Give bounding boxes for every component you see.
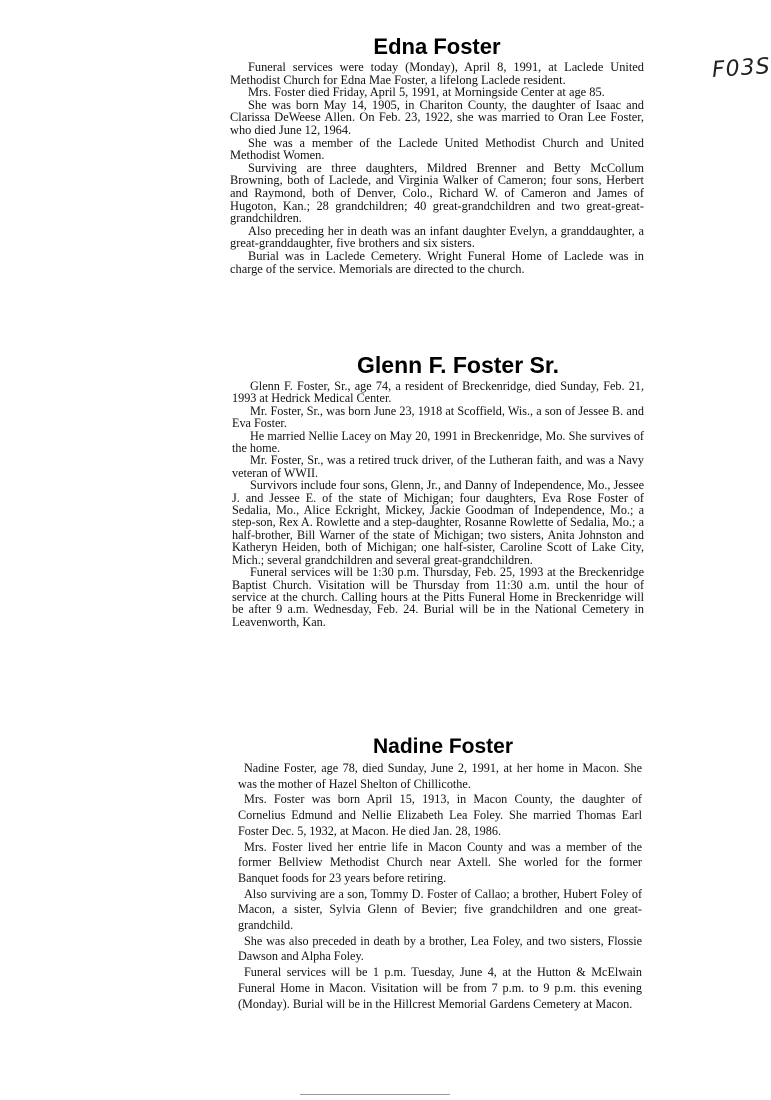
obituary-paragraph: Nadine Foster, age 78, died Sunday, June 2, 1991, at her home in Macon. She was the mother of Hazel Shelton of Chillicothe.: [238, 761, 642, 791]
obituary-paragraph: Also surviving are a son, Tommy D. Foster of Callao; a brother, Hubert Foley of Macon, a sister, Sylvia Glenn of Bevier; five grandchildren and one great-grandchild.: [238, 886, 642, 933]
obituary-paragraph: He married Nellie Lacey on May 20, 1991 in Breckenridge, Mo. She survives of the home.: [232, 428, 644, 456]
obituary-paragraph: Also preceding her in death was an infant daughter Evelyn, a granddaughter, a great-granddaughter, five brothers and six sisters.: [230, 223, 644, 251]
obituary-paragraph: She was a member of the Laclede United Methodist Church and United Methodist Women.: [230, 135, 644, 163]
obituary-paragraph: She was also preceded in death by a brother, Lea Foley, and two sisters, Flossie Dawson and Alpha Foley.: [238, 933, 642, 964]
obituary-paragraph: She was born May 14, 1905, in Chariton County, the daughter of Isaac and Clarissa DeWeese Allen. On Feb. 23, 1922, she was married to Oran Lee Foster, who died June 12, 1964.: [230, 97, 644, 137]
obituary-nadine-foster: [238, 733, 642, 1012]
obituary-paragraph: Funeral services will be 1:30 p.m. Thursday, Feb. 25, 1993 at the Breckenridge Baptist Church. Visitation will be Thursday from 11:30 a.m. until the hour of service at the church. Calling hours at the Pitts Funeral Home in Breckenridge will be after 9 a.m. Wednesday, Feb. 24. Burial will be in the National Cemetery in Leavenworth, Kan.: [232, 565, 644, 629]
obituary-paragraph: Funeral services will be 1 p.m. Tuesday, June 4, at the Hutton & McElwain Funeral Home in Macon. Visitation will be from 7 p.m. to 9 p.m. this evening (Monday). Burial will be in the Hillcrest Memorial Gardens Cemetery at Macon.: [238, 965, 642, 1011]
obituary-paragraph: Funeral services were today (Monday), April 8, 1991, at Laclede United Methodist Church for Edna Mae Foster, a lifelong Laclede resident.: [230, 60, 644, 87]
obituary-paragraph: Mrs. Foster lived her entrie life in Macon County and was a member of the former Bellview Methodist Church near Axtell. She worled for the former Banquet foods for 23 years before retiring.: [238, 839, 642, 885]
obituary-paragraph: Mr. Foster, Sr., was born June 23, 1918 at Scoffield, Wis., a son of Jessee B. and Eva Foster.: [232, 403, 644, 431]
obituary-glenn-foster-sr: [232, 350, 644, 628]
obituary-paragraph: Mr. Foster, Sr., was a retired truck driver, of the Lutheran faith, and was a Navy veteran of WWII.: [232, 453, 644, 480]
obituary-paragraph: Mrs. Foster died Friday, April 5, 1991, at Morningside Center at age 85.: [248, 85, 605, 100]
obituary-title: Nadine Foster: [372, 735, 514, 758]
handwritten-page-code: F03S: [711, 53, 771, 84]
obituary-paragraph: Glenn F. Foster, Sr., age 74, a resident of Breckenridge, died Sunday, Feb. 21, 1993 at Hedrick Medical Center.: [232, 379, 644, 406]
obituary-paragraph: Surviving are three daughters, Mildred Brenner and Betty McCollum Browning, both of Laclede, and Virginia Walker of Cameron; four sons, Herbert and Raymond, both of Denver, Colo., Richard W. of Cameron and James of Hugoton, Kan.; 28 grandchildren; 40 great-grandchildren and two great-great-grandchildren.: [230, 160, 644, 226]
obituary-title: Glenn F. Foster Sr.: [357, 352, 559, 378]
obituary-edna-foster: [230, 33, 644, 275]
page-bottom-rule: [300, 1094, 450, 1095]
obituary-paragraph: Mrs. Foster was born April 15, 1913, in Macon County, the daughter of Cornelius Edmund and Nellie Elizabeth Lea Foley. She married Thomas Earl Foster Dec. 5, 1932, at Macon. He died Jan. 28, 1986.: [238, 792, 642, 838]
obituary-title: Edna Foster: [373, 34, 501, 59]
obituary-paragraph: Survivors include four sons, Glenn, Jr., and Danny of Independence, Mo., Jessee J. and Jessee E. of the state of Michigan; four daughters, Eva Rose Foster of Sedalia, Mo., Alice Eckright, Mickey, Jackie Goodman of Independence, Mo.; a step-son, Rex A. Rowlette and a step-daughter, Rosanne Rowlette of Sedalia, Mo.; a half-brother, Bill Warner of the state of Michigan; two sisters, Anita Johnston and Katheryn Heiden, both of Michigan; one half-sister, Caroline Scott of Lake City, Mich.; several grandchildren and several great-grandchildren.: [232, 478, 644, 567]
obituary-paragraph: Burial was in Laclede Cemetery. Wright Funeral Home of Laclede was in charge of the service. Memorials are directed to the church.: [230, 248, 644, 276]
